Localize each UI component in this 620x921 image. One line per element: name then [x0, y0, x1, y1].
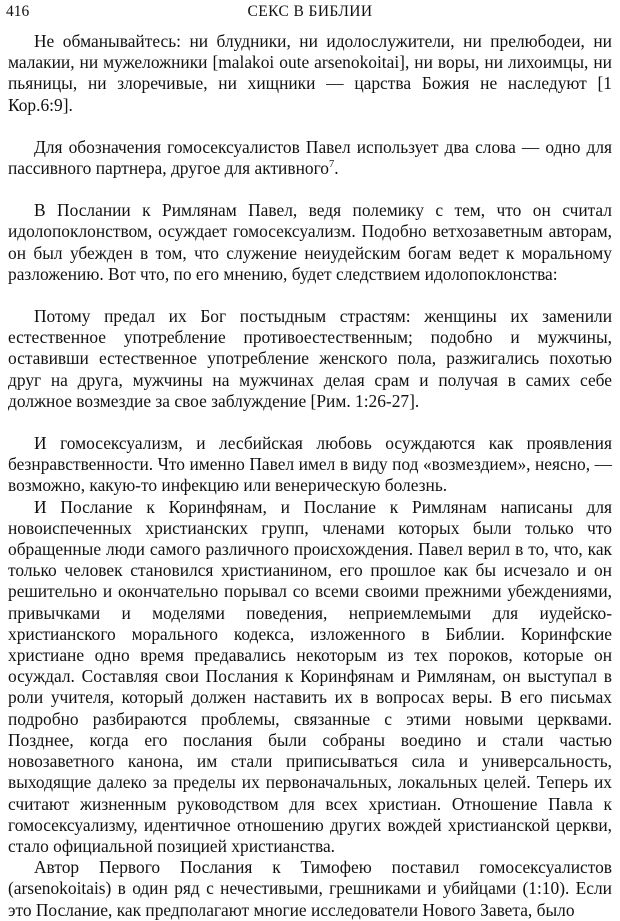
- paragraph-two-words-end: .: [334, 158, 339, 179]
- paragraph-timothy: Автор Первого Послания к Тимофею поставил гомосексуалистов (arsenokoitais) в один ряд с нечестивыми, грешниками и убийцами (1:10). Если это Послание, как предполагают многие исследователи Нового Завета, было: [8, 857, 612, 920]
- footnote-ref: 7: [328, 159, 335, 171]
- body-text: [8, 31, 612, 921]
- quote-corinthians: Не обманывайтесь: ни блудники, ни идолослужители, ни прелюбодеи, ни малакии, ни мужеложники [malakoi oute arsenokoitai], ни воры, ни лихоимцы, ни пьяницы, ни злоречивые, ни хищники — царства Божия не наследуют [1 Кор.6:9].: [8, 31, 612, 115]
- quote-romans: Потому предал их Бог постыдным страстям: женщины их заменили естественное употребление противоестественным; подобно и мужчины, оставивши естественное употребление женского пола, разжигались похотью друг на друга, мужчины на мужчинах делая срам и получая в самих себе должное возмездие за свое заблуждение [Рим. 1:26-27].: [8, 306, 612, 411]
- paragraph-condemnation: И гомосексуализм, и лесбийская любовь осуждаются как проявления безнравственности. Что именно Павел имел в виду под «возмездием», неясно, — возможно, какую-то инфекцию или венерическую болезнь.: [8, 433, 612, 496]
- page-header: [6, 2, 614, 22]
- running-title: СЕКС В БИБЛИИ: [247, 3, 373, 20]
- paragraph-two-words-text: Для обозначения гомосексуалистов Павел использует два слова — одно для пассивного партнера, другое для активного: [8, 136, 612, 179]
- paragraph-romans-intro: В Послании к Римлянам Павел, ведя полемику с тем, что он считал идолопоклонством, осуждает гомосексуализм. Подобно ветхозаветным авторам, он был убежден в том, что служение неиудейским богам ведет к моральному разложению. Вот что, по его мнению, будет следствием идолопоклонства:: [8, 200, 612, 284]
- paragraph-epistles: И Послание к Коринфянам, и Послание к Римлянам написаны для новоиспеченных христианских групп, членами которых были только что обращенные люди самого различного происхождения. Павел верил в то, что, как только человек становился христианином, его прошлое как бы исчезало и он решительно и окончательно порывал со всеми своими прежними убеждениями, привычками и моделями поведения, неприемлемыми для иудейско-христианского морального кодекса, изложенного в Библии. Коринфские христиане одно время предавались некоторым из тех пороков, которые он осуждал. Составляя свои Послания к Коринфянам и Римлянам, он выступал в роли учителя, который должен наставить их в вопросах веры. В его письмах подробно разбираются проблемы, связанные с этими новыми церквами. Позднее, когда его послания были собраны воедино и стали частью новозаветного канона, им стали приписываться сила и универсальность, выходящие далеко за пределы их первоначальных, локальных целей. Теперь их считают жизненным руководством для всех христиан. Отношение Павла к гомосексуализму, идентичное отношению других вождей христианской церкви, стало официальной позицией христианства.: [8, 496, 612, 856]
- paragraph-two-words: [8, 137, 612, 179]
- page-number: 416: [6, 3, 30, 20]
